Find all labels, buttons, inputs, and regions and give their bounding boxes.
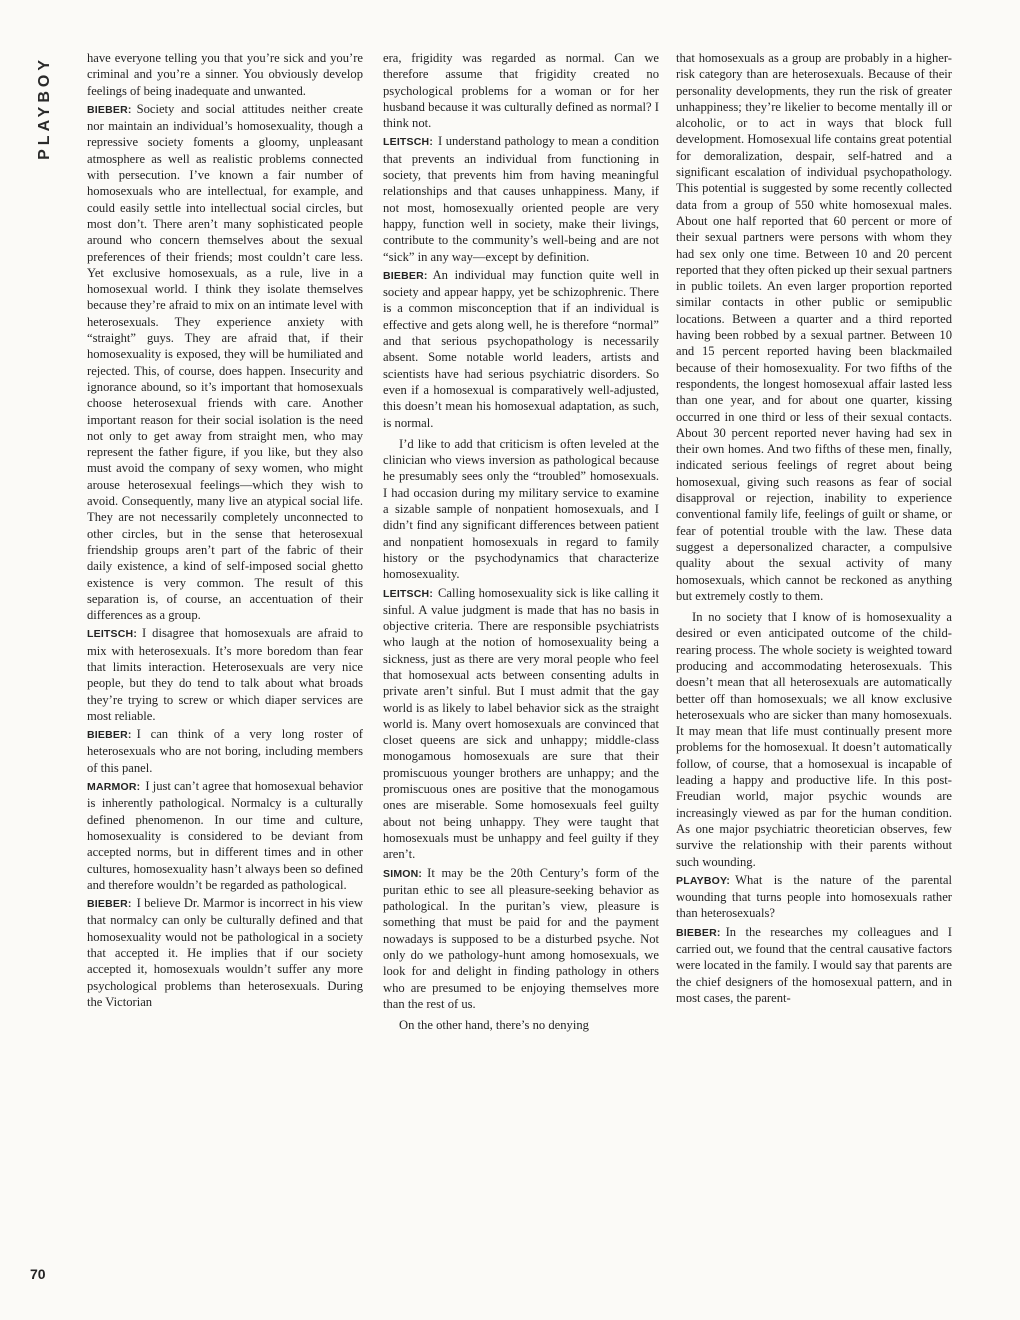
- paragraph: [383, 585, 659, 863]
- paragraph: [383, 1017, 659, 1033]
- paragraph-text: An individual may function quite well in society and appear happy, yet be schizophrenic. There is a common misconception that if an individual is effective and gets along well, he is therefore “normal” and that serious psychopathology is necessarily absent. Some notable world leaders, artists and scientists have had serious psychiatric disorders. So even if a homosexual is comparatively well-adjusted, this doesn’t mean his homosexual adaptation, as such, is normal.: [383, 267, 659, 430]
- paragraph-text: era, frigidity was regarded as normal. Can we therefore assume that frigidity created no psychological problems for a woman or for her husband because it was culturally defined as normal? I think not.: [383, 51, 659, 131]
- paragraph-text: I disagree that homosexuals are afraid to mix with heterosexuals. It’s more boredom than fear that limits interaction. Heterosexuals are very nice people, but they do tend to talk about what broads they’re trying to screw or which diaper services are most reliable.: [87, 626, 363, 723]
- speaker-label: BIEBER:: [383, 269, 428, 282]
- paragraph: [383, 267, 659, 431]
- paragraph-text: I understand pathology to mean a condition that prevents an individual from functioning in society, that prevents him from having meaningful relationships and that causes unhappiness. Many, if not most, homosexually oriented people are very happy, function well in society, make their livings, contribute to the community’s well-being and are not “sick” in any way—except by definition.: [383, 134, 659, 264]
- paragraph-text: I can think of a very long roster of heterosexuals who are not boring, including members of this panel.: [87, 727, 363, 775]
- paragraph: [87, 726, 363, 776]
- speaker-label: BIEBER:: [676, 926, 721, 939]
- page-number: 70: [30, 1266, 46, 1282]
- paragraph: [676, 924, 952, 1006]
- paragraph-text: have everyone telling you that you’re sick and you’re criminal and you’re a sinner. You obviously develop feelings of being inadequate and unwanted.: [87, 51, 363, 98]
- speaker-label: LEITSCH:: [383, 136, 434, 149]
- text-column-3: [676, 50, 952, 1290]
- speaker-label: BIEBER:: [87, 103, 132, 116]
- speaker-label: BIEBER:: [87, 898, 132, 911]
- paragraph-text: I’d like to add that criticism is often leveled at the clinician who views inversion as pathological because he presumably sees only the “troubled” homosexuals. I had occasion during my military service to examine a sizable sample of nonpatient homosexuals, and I didn’t find any significant differences between patient and nonpatient homosexuals in regard to family history or the psychodynamics that characterize homosexuality.: [383, 436, 659, 582]
- paragraph: [383, 50, 659, 131]
- paragraph-text: Society and social attitudes neither create nor maintain an individual’s homosexuality, though a repressive society foments a gloomy, unpleasant atmosphere as well as realistic problems connected with persecution. I’ve known a fair number of homosexuals who are intellectual, for example, and could easily settle into intellectual social circles, but most don’t. There aren’t many sophisticated people around who concern themselves about the sexual preferences of their friends; most couldn’t care less. Yet exclusive homosexuals, as a rule, live in a homosexual world. I think they isolate themselves because they’re afraid to mix on an intimate level with heterosexuals. They experience anxiety with “straight” guys. They are afraid that, if their homosexuality is exposed, they will be humiliated and rejected. This, of course, does happen. Insecurity and ignorance abound, so it’s important that homosexuals choose heterosexual friends with care. Another important reason for their social isolation is the need not only to get away from straight men, who may represent the father figure, if you like, but they also must avoid the company of sexy women, who might arouse heterosexual feelings—which they wish to avoid. Consequently, many live an atypical social life. They are not necessarily completely unconnected to other circles, but in the sense that heterosexual friendship groups aren’t part of the fabric of their daily existence, a kind of self-imposed social ghetto existence is very common. The result of this separation is, of course, an accentuation of their differences as a group.: [87, 101, 363, 623]
- paragraph-text: In no society that I know of is homosexuality a desired or even anticipated outcome of the child-rearing process. The whole society is weighted toward producing and accommodating heterosexuals. This doesn’t mean that all heterosexuals are automatically better off than homosexuals; we all know exclusive heterosexuals who are sicker than many homosexuals. It may mean that life must continually present more problems for the homosexual. It doesn’t automatically follow, of course, that a homosexual is incapable of leading a happy and productive life. In this post-Freudian world, major psychic wounds are increasingly viewed as par for the human condition. As one major psychiatric theoretician observes, few survive the relationship with their parents without such wounding.: [676, 610, 952, 869]
- paragraph: [383, 133, 659, 264]
- speaker-label: PLAYBOY:: [676, 874, 731, 887]
- paragraph-text: It may be the 20th Century’s form of the puritan ethic to see all pleasure-seeking behavior as pathological. In the puritan’s view, pleasure is something that must be paid for and the payment nowadays is supposed to be a disturbed psyche. Not only do we pathology-hunt among homosexuals, we look for and delight in finding pathology in others who are presumed to be enjoying themselves more than the rest of us.: [383, 865, 659, 1011]
- paragraph: [87, 50, 363, 99]
- speaker-label: LEITSCH:: [87, 628, 138, 641]
- paragraph-text: I believe Dr. Marmor is incorrect in his view that normalcy can only be culturally defined and that homosexuality would not be pathological in a society that accepted it. He implies that if our society accepted it, homosexuals wouldn’t suffer any more psychological problems than heterosexuals. During the Victorian: [87, 896, 363, 1009]
- paragraph: [383, 865, 659, 1013]
- paragraph-text: I just can’t agree that homosexual behavior is inherently pathological. Normalcy is a culturally defined phenomenon. In our time and culture, homosexuality is considered to be deviant from accepted norms, but in different times and in other cultures, homosexuality hasn’t always been so defined and therefore wouldn’t be regarded as pathological.: [87, 779, 363, 892]
- paragraph: [87, 895, 363, 1010]
- speaker-label: MARMOR:: [87, 781, 141, 794]
- speaker-label: BIEBER:: [87, 729, 132, 742]
- paragraph: [676, 872, 952, 922]
- text-column-2: [383, 50, 659, 1290]
- paragraph: [87, 101, 363, 624]
- paragraph-text: What is the nature of the parental wounding that turns people into homosexuals rather than heterosexuals?: [676, 872, 952, 921]
- paragraph-text: In the researches my colleagues and I carried out, we found that the central causative factors were located in the family. I would say that parents are the chief designers of the homosexual pattern, and in most cases, the parent-: [676, 924, 952, 1005]
- paragraph: [676, 609, 952, 870]
- paragraph: [87, 778, 363, 893]
- paragraph: [383, 436, 659, 583]
- paragraph-text: Calling homosexuality sick is like calling it sinful. A value judgment is made that has no basis in objective criteria. There are responsible psychiatrists who laugh at the notion of homosexuality being a sickness, just as there are very moral people who feel that homosexual acts between consenting adults in private aren’t sinful. But I must admit that the gay world is as likely to label behavior sick as the straight world is. Many overt homosexuals are convinced that closet queens are sick and unhappy; middle-class monogamous homosexuals are sure that their promiscuous younger brothers are unhappy; and the promiscuous ones are positive that the monogamous ones are miserable. Some homosexuals feel guilty about not being unhappy. They were taught that homosexuals must be unhappy and feel guilty if they aren’t.: [383, 585, 659, 862]
- paragraph: [87, 625, 363, 724]
- paragraph: [676, 50, 952, 604]
- paragraph-text: On the other hand, there’s no denying: [399, 1018, 589, 1033]
- paragraph-text: that homosexuals as a group are probably in a higher-risk category than are heterosexuals. Because of their personality developments, they run the risk of greater unhappiness; they’re likelier to become mentally ill or alcoholic, or to act in ways that block full development. Homosexual life contains great potential for demoralization, despair, self-hatred and a significant escalation of individual psychopathology. This potential is suggested by some recently collected data from a group of 550 white homosexual males. About one half reported that 60 percent or more of their sexual partners were persons with whom they had sex only one time. Between 10 and 20 percent reported that they often picked up their sexual partners in public toilets. An even larger proportion reported similar contacts in other public or semipublic locations. Between a quarter and a third reported having been robbed by a sexual partner. Between 10 and 15 percent reported having been blackmailed because of their homosexuality. For two fifths of the respondents, the longest homosexual affair lasted less than one year, and for about one quarter, kissing occurred in one third or less of their sexual contacts. About 30 percent reported never having had sex in their own homes. And two fifths of these men, finally, indicated serious feelings of regret about being homosexual, giving such reasons as fear of social disapproval or rejection, inability to experience conventional family life, feelings of guilt or shame, or fear of potential trouble with the law. These data suggest a depersonalized character, a compulsive quality about the sexual activity of many homosexuals, which cannot be reckoned as anything but extremely costly to them.: [676, 51, 952, 603]
- speaker-label: SIMON:: [383, 867, 423, 880]
- magazine-side-title: PLAYBOY: [36, 56, 53, 160]
- speaker-label: LEITSCH:: [383, 587, 434, 600]
- text-column-1: [87, 50, 363, 1290]
